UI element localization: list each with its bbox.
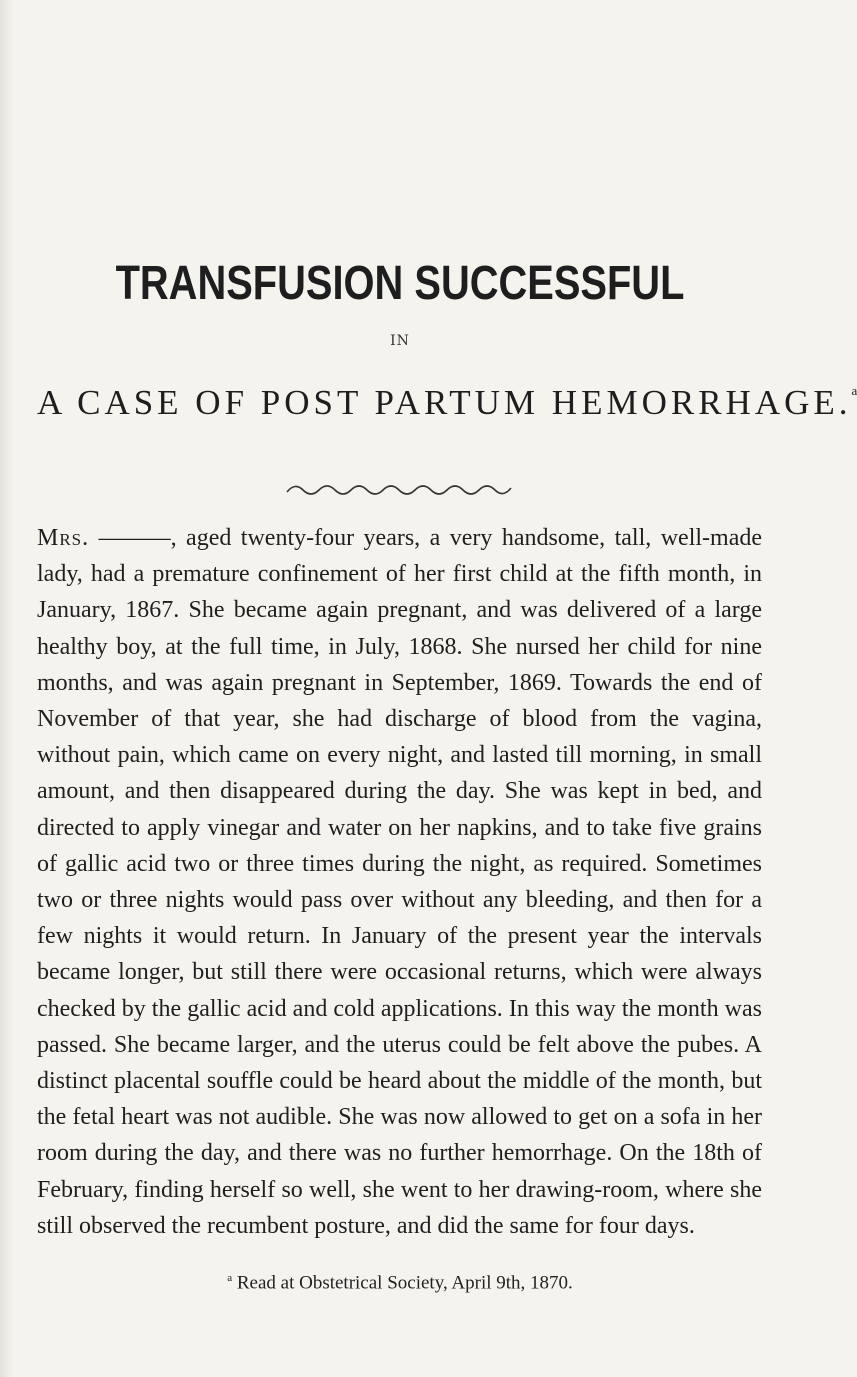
- subtitle-footnote-marker: a: [851, 383, 857, 398]
- title-connector: IN: [390, 333, 410, 349]
- footnote-text: Read at Obstetrical Society, April 9th, 1870.: [232, 1272, 573, 1294]
- footnote: [0, 1272, 800, 1294]
- salutation: Mrs.: [37, 525, 90, 551]
- body-paragraph: [37, 520, 762, 1244]
- wavy-divider-ornament: [285, 480, 515, 500]
- page-edge-shadow: [0, 0, 14, 1377]
- document-title: TRANSFUSION SUCCESSFUL: [115, 257, 685, 310]
- subtitle-text: A CASE OF POST PARTUM HEMORRHAGE.: [37, 383, 852, 422]
- footnote-marker: a: [227, 1272, 233, 1284]
- document-subtitle: [37, 383, 857, 423]
- paragraph-text: ———, aged twenty-four years, a very handsome, tall, well-made lady, had a premature confinement of her first child at the fifth month, in January, 1867. She became again pregnant, and was delivered of a large healthy boy, at the full time, in July, 1868. She nursed her child for nine months, and was again pregnant in September, 1869. Towards the end of November of that year, she had discharge of blood from the vagina, without pain, which came on every night, and lasted till morning, in small amount, and then disappeared during the day. She was kept in bed, and directed to apply vinegar and water on her napkins, and to take five grains of gallic acid two or three times during the night, as required. Sometimes two or three nights would pass over without any bleeding, and then for a few nights it would return. In January of the present year the intervals became longer, but still there were occasional returns, which were always checked by the gallic acid and cold applications. In this way the month was passed. She became larger, and the uterus could be felt above the pubes. A distinct placental souffle could be heard about the middle of the month, but the fetal heart was not audible. She was now allowed to get on a sofa in her room during the day, and there was no further hemorrhage. On the 18th of February, finding herself so well, she went to her drawing-room, where she still observed the recumbent posture, and did the same for four days.: [37, 525, 762, 1239]
